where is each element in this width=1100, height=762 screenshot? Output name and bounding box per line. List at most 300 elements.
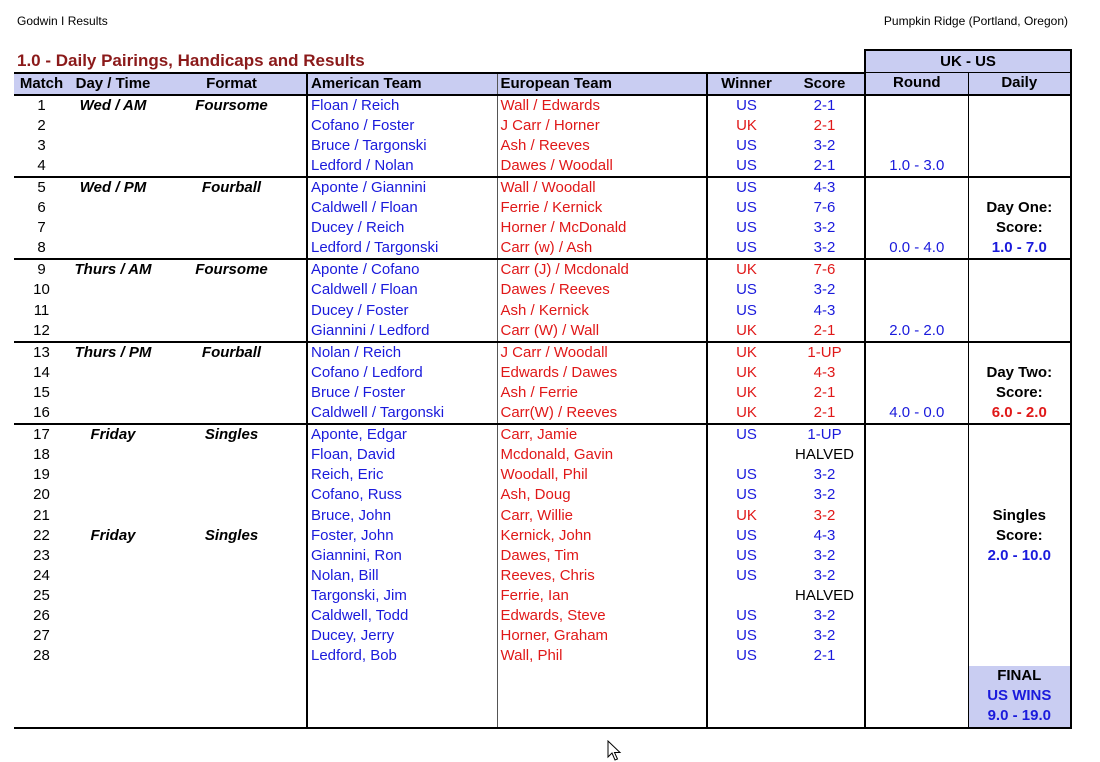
daily-score bbox=[968, 136, 1071, 156]
final-result: 9.0 - 19.0 bbox=[968, 706, 1071, 727]
day-time bbox=[69, 156, 157, 177]
day-time: Friday bbox=[90, 426, 136, 444]
empty-cell bbox=[785, 666, 865, 686]
day-time: Thurs / AM bbox=[74, 261, 152, 279]
score: 3-2 bbox=[813, 466, 836, 484]
table-row bbox=[14, 586, 1071, 606]
american-team: Cofano / Ledford bbox=[307, 363, 497, 383]
american-team: Ledford / Nolan bbox=[307, 156, 497, 177]
winner: US bbox=[707, 526, 785, 546]
match-number: 1 bbox=[37, 96, 46, 114]
table-row bbox=[14, 383, 1071, 403]
score: 2-1 bbox=[813, 647, 836, 665]
round-score bbox=[865, 626, 968, 646]
european-team: Edwards, Steve bbox=[497, 606, 707, 626]
american-team: Caldwell / Floan bbox=[307, 198, 497, 218]
table-row bbox=[14, 280, 1071, 300]
results-sheet bbox=[14, 49, 1071, 729]
american-team: Ducey / Reich bbox=[307, 218, 497, 238]
american-team: Cofano, Russ bbox=[307, 485, 497, 505]
score: 3-2 bbox=[813, 136, 836, 154]
round-score bbox=[865, 505, 968, 525]
empty-cell bbox=[157, 706, 307, 727]
match-number: 3 bbox=[37, 136, 46, 154]
empty-cell bbox=[785, 686, 865, 706]
format: Foursome bbox=[195, 96, 268, 114]
col-format: Format bbox=[157, 73, 307, 95]
score: 3-2 bbox=[813, 627, 836, 645]
empty-cell bbox=[707, 666, 785, 686]
winner: US bbox=[707, 301, 785, 321]
final-row bbox=[14, 686, 1071, 706]
format bbox=[157, 566, 307, 586]
col-day-time: Day / Time bbox=[69, 73, 157, 95]
european-team: Carr, Jamie bbox=[497, 424, 707, 445]
table-row bbox=[14, 238, 1071, 259]
american-team: Floan, David bbox=[307, 445, 497, 465]
winner: UK bbox=[707, 505, 785, 525]
match-number: 11 bbox=[33, 301, 50, 319]
winner: US bbox=[707, 626, 785, 646]
daily-score bbox=[968, 116, 1071, 136]
empty-cell bbox=[497, 666, 707, 686]
round-score bbox=[865, 566, 968, 586]
american-team: Caldwell / Targonski bbox=[307, 403, 497, 424]
american-team: Cofano / Foster bbox=[307, 116, 497, 136]
score: 2-1 bbox=[785, 156, 865, 177]
american-team: Caldwell, Todd bbox=[307, 606, 497, 626]
score: 2-1 bbox=[813, 383, 836, 401]
day-time bbox=[69, 485, 157, 505]
american-team: Aponte / Cofano bbox=[307, 259, 497, 280]
empty-cell bbox=[69, 666, 157, 686]
score: 3-2 bbox=[813, 566, 836, 584]
winner: US bbox=[707, 95, 785, 116]
european-team: Ferrie / Kernick bbox=[497, 198, 707, 218]
european-team: Ash / Reeves bbox=[497, 136, 707, 156]
table-row bbox=[14, 136, 1071, 156]
daily-score bbox=[968, 606, 1071, 626]
format bbox=[157, 238, 307, 259]
american-team: Bruce / Targonski bbox=[307, 136, 497, 156]
score: 1-UP bbox=[807, 426, 842, 444]
american-team: Caldwell / Floan bbox=[307, 280, 497, 300]
winner: UK bbox=[707, 116, 785, 136]
american-team: Ledford / Targonski bbox=[307, 238, 497, 259]
round-score bbox=[865, 646, 968, 666]
col-winner: Winner bbox=[707, 73, 785, 95]
table-row bbox=[14, 198, 1071, 218]
format bbox=[157, 445, 307, 465]
empty-cell bbox=[497, 706, 707, 727]
empty-cell bbox=[14, 686, 69, 706]
score: 2-1 bbox=[785, 403, 865, 424]
daily-score bbox=[968, 156, 1071, 177]
daily-score bbox=[968, 586, 1071, 606]
day-time bbox=[69, 136, 157, 156]
winner: US bbox=[707, 465, 785, 485]
american-team: Aponte / Giannini bbox=[307, 177, 497, 198]
round-score bbox=[865, 342, 968, 363]
winner: US bbox=[707, 198, 785, 218]
results-body bbox=[14, 95, 1071, 728]
daily-score bbox=[968, 485, 1071, 505]
format: Fourball bbox=[201, 179, 262, 197]
round-score bbox=[865, 301, 968, 321]
european-team: Carr (w) / Ash bbox=[497, 238, 707, 259]
results-table bbox=[14, 49, 1072, 729]
daily-score bbox=[968, 301, 1071, 321]
score: 1-UP bbox=[807, 343, 842, 361]
empty-cell bbox=[865, 666, 968, 686]
day-time bbox=[69, 566, 157, 586]
winner: UK bbox=[707, 403, 785, 424]
match-number: 2 bbox=[37, 116, 46, 134]
score: HALVED bbox=[795, 586, 854, 604]
winner: US bbox=[707, 136, 785, 156]
round-score bbox=[865, 116, 968, 136]
table-row bbox=[14, 546, 1071, 566]
day-time bbox=[69, 445, 157, 465]
daily-score: 6.0 - 2.0 bbox=[968, 403, 1071, 424]
round-score bbox=[865, 136, 968, 156]
american-team: Giannini / Ledford bbox=[307, 321, 497, 342]
european-team: Edwards / Dawes bbox=[497, 363, 707, 383]
european-team: Horner / McDonald bbox=[497, 218, 707, 238]
european-team: Carr, Willie bbox=[497, 505, 707, 525]
table-row bbox=[14, 626, 1071, 646]
match-number: 15 bbox=[33, 383, 50, 401]
match-number: 13 bbox=[33, 343, 50, 361]
winner bbox=[707, 586, 785, 606]
match-number: 8 bbox=[14, 238, 69, 259]
winner: UK bbox=[707, 383, 785, 403]
format bbox=[157, 465, 307, 485]
winner bbox=[707, 445, 785, 465]
match-number: 20 bbox=[33, 486, 50, 504]
match-number: 21 bbox=[33, 506, 50, 524]
match-number: 18 bbox=[33, 446, 50, 464]
round-score bbox=[865, 177, 968, 198]
column-headers bbox=[14, 73, 1071, 95]
empty-cell bbox=[307, 706, 497, 727]
header-left-label: Godwin I Results bbox=[17, 14, 108, 28]
match-number: 4 bbox=[14, 156, 69, 177]
table-row bbox=[14, 445, 1071, 465]
daily-score bbox=[968, 280, 1071, 300]
empty-cell bbox=[69, 706, 157, 727]
match-number: 26 bbox=[33, 606, 50, 624]
match-number: 10 bbox=[33, 281, 50, 299]
format: Singles bbox=[204, 426, 259, 444]
score: 4-3 bbox=[813, 179, 836, 197]
european-team: Mcdonald, Gavin bbox=[497, 445, 707, 465]
european-team: J Carr / Woodall bbox=[497, 342, 707, 363]
format bbox=[157, 116, 307, 136]
format bbox=[157, 198, 307, 218]
format: Foursome bbox=[195, 261, 268, 279]
european-team: Wall, Phil bbox=[497, 646, 707, 666]
empty-cell bbox=[14, 706, 69, 727]
day-time bbox=[69, 238, 157, 259]
round-score bbox=[865, 280, 968, 300]
format bbox=[157, 218, 307, 238]
format bbox=[157, 546, 307, 566]
table-row bbox=[14, 218, 1071, 238]
european-team: Ash, Doug bbox=[497, 485, 707, 505]
winner: US bbox=[707, 424, 785, 445]
round-score bbox=[865, 218, 968, 238]
round-score: 1.0 - 3.0 bbox=[865, 156, 968, 177]
format bbox=[157, 586, 307, 606]
round-score bbox=[865, 95, 968, 116]
col-daily: Daily bbox=[968, 73, 1071, 95]
format bbox=[157, 646, 307, 666]
table-row bbox=[14, 606, 1071, 626]
score: 4-3 bbox=[813, 526, 836, 544]
table-row bbox=[14, 177, 1071, 198]
table-row bbox=[14, 259, 1071, 280]
match-number: 7 bbox=[37, 219, 46, 237]
european-team: Wall / Woodall bbox=[497, 177, 707, 198]
european-team: Carr(W) / Reeves bbox=[497, 403, 707, 424]
european-team: Dawes, Tim bbox=[497, 546, 707, 566]
american-team: Reich, Eric bbox=[307, 465, 497, 485]
daily-score bbox=[968, 95, 1071, 116]
round-score: 4.0 - 0.0 bbox=[865, 403, 968, 424]
table-row bbox=[14, 95, 1071, 116]
day-time: Friday bbox=[90, 526, 136, 544]
table-row bbox=[14, 646, 1071, 666]
score: 3-2 bbox=[813, 486, 836, 504]
match-number: 12 bbox=[14, 321, 69, 342]
daily-score: Day Two: bbox=[968, 363, 1071, 383]
daily-score bbox=[968, 177, 1071, 198]
match-number: 25 bbox=[33, 586, 50, 604]
winner: US bbox=[707, 177, 785, 198]
winner: US bbox=[707, 646, 785, 666]
empty-cell bbox=[785, 706, 865, 727]
day-time bbox=[69, 505, 157, 525]
table-row bbox=[14, 363, 1071, 383]
day-time bbox=[69, 218, 157, 238]
round-score: 0.0 - 4.0 bbox=[865, 238, 968, 259]
daily-score bbox=[968, 566, 1071, 586]
format bbox=[157, 505, 307, 525]
table-row bbox=[14, 156, 1071, 177]
format bbox=[157, 626, 307, 646]
col-round: Round bbox=[865, 73, 968, 95]
winner: US bbox=[707, 238, 785, 259]
daily-score: Singles bbox=[968, 505, 1071, 525]
round-score bbox=[865, 424, 968, 445]
daily-score bbox=[968, 646, 1071, 666]
day-time bbox=[69, 606, 157, 626]
empty-cell bbox=[865, 686, 968, 706]
american-team: Bruce / Foster bbox=[307, 383, 497, 403]
match-number: 17 bbox=[33, 426, 50, 444]
format bbox=[157, 136, 307, 156]
score: 3-2 bbox=[813, 606, 836, 624]
score: 2-1 bbox=[813, 96, 836, 114]
daily-score: 1.0 - 7.0 bbox=[968, 238, 1071, 259]
col-american-team: American Team bbox=[307, 73, 497, 95]
format: Fourball bbox=[201, 343, 262, 361]
round-score bbox=[865, 383, 968, 403]
format: Singles bbox=[204, 526, 259, 544]
match-number: 9 bbox=[37, 261, 46, 279]
score: 7-6 bbox=[813, 261, 836, 279]
american-team: Nolan, Bill bbox=[307, 566, 497, 586]
col-match: Match bbox=[14, 73, 69, 95]
empty-cell bbox=[707, 706, 785, 727]
empty-cell bbox=[157, 666, 307, 686]
day-time bbox=[69, 363, 157, 383]
round-score bbox=[865, 259, 968, 280]
european-team: Wall / Edwards bbox=[497, 95, 707, 116]
match-number: 14 bbox=[33, 363, 50, 381]
score: 2-1 bbox=[785, 321, 865, 342]
match-number: 6 bbox=[37, 199, 46, 217]
table-row bbox=[14, 526, 1071, 546]
score: 3-2 bbox=[813, 546, 836, 564]
round-score bbox=[865, 363, 968, 383]
winner: UK bbox=[707, 259, 785, 280]
day-time: Wed / AM bbox=[79, 96, 147, 114]
day-time bbox=[69, 465, 157, 485]
score: 3-2 bbox=[813, 281, 836, 299]
empty-cell bbox=[307, 666, 497, 686]
format bbox=[157, 156, 307, 177]
daily-score: Score: bbox=[968, 218, 1071, 238]
winner: US bbox=[707, 156, 785, 177]
empty-cell bbox=[865, 706, 968, 727]
format bbox=[157, 383, 307, 403]
round-score bbox=[865, 445, 968, 465]
daily-score: 2.0 - 10.0 bbox=[968, 546, 1071, 566]
uk-us-header: UK - US bbox=[865, 50, 1071, 73]
daily-score: Score: bbox=[968, 383, 1071, 403]
american-team: Nolan / Reich bbox=[307, 342, 497, 363]
american-team: Ducey, Jerry bbox=[307, 626, 497, 646]
daily-score: Score: bbox=[968, 526, 1071, 546]
european-team: J Carr / Horner bbox=[497, 116, 707, 136]
table-row bbox=[14, 485, 1071, 505]
daily-score bbox=[968, 342, 1071, 363]
american-team: Ledford, Bob bbox=[307, 646, 497, 666]
day-time bbox=[69, 116, 157, 136]
table-row bbox=[14, 403, 1071, 424]
winner: UK bbox=[707, 363, 785, 383]
day-time bbox=[69, 280, 157, 300]
final-result: FINAL bbox=[968, 666, 1071, 686]
american-team: Foster, John bbox=[307, 526, 497, 546]
final-row bbox=[14, 666, 1071, 686]
match-number: 27 bbox=[33, 627, 50, 645]
european-team: Horner, Graham bbox=[497, 626, 707, 646]
winner: US bbox=[707, 280, 785, 300]
empty-cell bbox=[707, 686, 785, 706]
winner: US bbox=[707, 218, 785, 238]
american-team: Floan / Reich bbox=[307, 95, 497, 116]
table-row bbox=[14, 342, 1071, 363]
european-team: Ash / Ferrie bbox=[497, 383, 707, 403]
european-team: Ferrie, Ian bbox=[497, 586, 707, 606]
score: 3-2 bbox=[785, 238, 865, 259]
score: 4-3 bbox=[813, 363, 836, 381]
day-time bbox=[69, 198, 157, 218]
day-time bbox=[69, 321, 157, 342]
empty-cell bbox=[69, 686, 157, 706]
col-score: Score bbox=[785, 73, 865, 95]
day-time bbox=[69, 586, 157, 606]
day-time bbox=[69, 646, 157, 666]
american-team: Aponte, Edgar bbox=[307, 424, 497, 445]
european-team: Kernick, John bbox=[497, 526, 707, 546]
table-row bbox=[14, 321, 1071, 342]
european-team: Woodall, Phil bbox=[497, 465, 707, 485]
table-row bbox=[14, 566, 1071, 586]
format bbox=[157, 485, 307, 505]
day-time bbox=[69, 383, 157, 403]
match-number: 22 bbox=[33, 526, 50, 544]
col-european-team: European Team bbox=[497, 73, 707, 95]
round-score bbox=[865, 485, 968, 505]
daily-score bbox=[968, 321, 1071, 342]
round-score: 2.0 - 2.0 bbox=[865, 321, 968, 342]
score: HALVED bbox=[795, 446, 854, 464]
score: 4-3 bbox=[813, 301, 836, 319]
match-number: 5 bbox=[37, 179, 46, 197]
daily-score bbox=[968, 259, 1071, 280]
empty-cell bbox=[14, 666, 69, 686]
table-row bbox=[14, 424, 1071, 445]
round-score bbox=[865, 546, 968, 566]
final-result: US WINS bbox=[968, 686, 1071, 706]
european-team: Dawes / Reeves bbox=[497, 280, 707, 300]
european-team: Reeves, Chris bbox=[497, 566, 707, 586]
daily-score: Day One: bbox=[968, 198, 1071, 218]
score: 3-2 bbox=[813, 219, 836, 237]
format bbox=[157, 301, 307, 321]
european-team: Carr (W) / Wall bbox=[497, 321, 707, 342]
format bbox=[157, 363, 307, 383]
day-time: Thurs / PM bbox=[74, 343, 152, 361]
match-number: 24 bbox=[33, 566, 50, 584]
table-row bbox=[14, 505, 1071, 525]
european-team: Dawes / Woodall bbox=[497, 156, 707, 177]
round-score bbox=[865, 198, 968, 218]
format bbox=[157, 280, 307, 300]
winner: US bbox=[707, 606, 785, 626]
table-row bbox=[14, 465, 1071, 485]
american-team: Targonski, Jim bbox=[307, 586, 497, 606]
empty-cell bbox=[157, 686, 307, 706]
day-time: Wed / PM bbox=[79, 179, 147, 197]
day-time bbox=[69, 626, 157, 646]
mouse-cursor-icon bbox=[607, 740, 623, 762]
format bbox=[157, 403, 307, 424]
empty-cell bbox=[307, 686, 497, 706]
american-team: Giannini, Ron bbox=[307, 546, 497, 566]
day-time bbox=[69, 546, 157, 566]
match-number: 23 bbox=[33, 546, 50, 564]
winner: UK bbox=[707, 321, 785, 342]
winner: US bbox=[707, 566, 785, 586]
winner: UK bbox=[707, 342, 785, 363]
day-time bbox=[69, 403, 157, 424]
empty-cell bbox=[497, 686, 707, 706]
